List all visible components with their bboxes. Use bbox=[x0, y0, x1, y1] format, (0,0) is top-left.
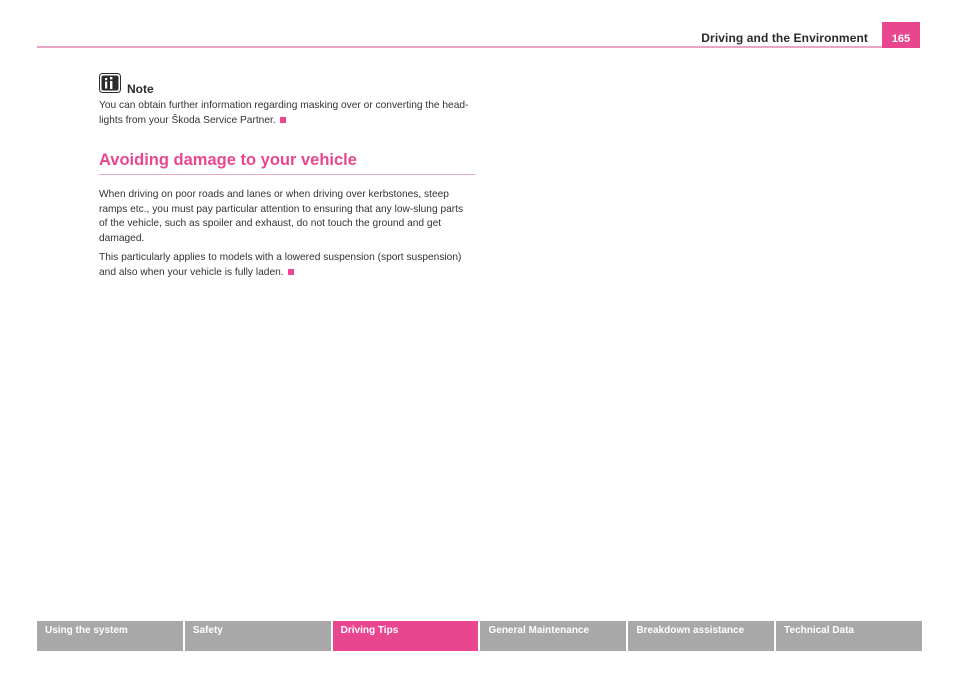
footer-tab-breakdown-assistance[interactable]: Breakdown assistance bbox=[628, 621, 774, 651]
end-of-section-marker bbox=[280, 117, 286, 123]
end-of-section-marker bbox=[288, 269, 294, 275]
footer-tab-using-the-system[interactable]: Using the system bbox=[37, 621, 183, 651]
page-header-title: Driving and the Environment bbox=[701, 31, 868, 45]
paragraph-line: This particularly applies to models with a lowered suspension (sport suspension) bbox=[99, 252, 462, 263]
section-rule bbox=[99, 174, 475, 175]
paragraph-line: ramps etc., you must pay particular attention to ensuring that any low-slung parts bbox=[99, 203, 464, 215]
note-line: lights from your Škoda Service Partner. bbox=[99, 114, 484, 129]
footer-tab-safety[interactable]: Safety bbox=[185, 621, 331, 651]
note-line: You can obtain further information regarding masking over or converting the head- bbox=[99, 100, 469, 111]
section-paragraph-2 bbox=[99, 251, 484, 280]
page-number: 165 bbox=[882, 22, 920, 48]
footer-tab-general-maintenance[interactable]: General Maintenance bbox=[480, 621, 626, 651]
note-text bbox=[99, 99, 484, 128]
header-rule bbox=[37, 46, 920, 48]
paragraph-line: When driving on poor roads and lanes or when driving over kerbstones, steep bbox=[99, 189, 449, 200]
paragraph-line: damaged. bbox=[99, 232, 145, 244]
section-heading: Avoiding damage to your vehicle bbox=[99, 151, 357, 169]
footer-nav bbox=[37, 621, 922, 651]
footer-tab-driving-tips[interactable]: Driving Tips bbox=[333, 621, 479, 651]
paragraph-line: and also when your vehicle is fully laden. bbox=[99, 266, 484, 281]
section-paragraph-1 bbox=[99, 188, 484, 246]
note-label: Note bbox=[127, 82, 154, 96]
footer-tab-technical-data[interactable]: Technical Data bbox=[776, 621, 922, 651]
paragraph-line: of the vehicle, such as spoiler and exhaust, do not touch the ground and get bbox=[99, 218, 442, 229]
note-info-icon bbox=[99, 73, 121, 93]
